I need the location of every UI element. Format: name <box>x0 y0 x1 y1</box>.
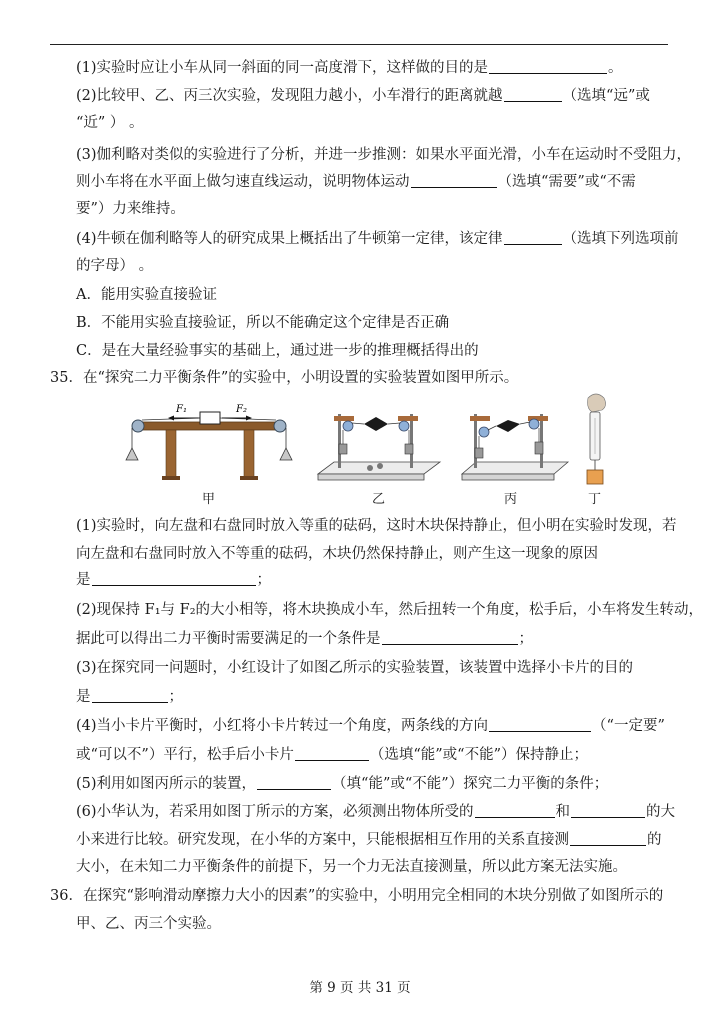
answer-blank[interactable] <box>295 746 369 761</box>
q35-part3: (3)在探究同一问题时，小红设计了如图乙所示的实验装置，该装置中选择小卡片的目的 <box>76 660 634 676</box>
q34-part3-cont <box>76 172 636 192</box>
text: (4)当小卡片平衡时，小红将小卡片转过一个角度，两条线的方向 <box>76 718 489 734</box>
answer-blank[interactable] <box>489 717 591 732</box>
answer-blank[interactable] <box>570 831 646 846</box>
q34-part1 <box>76 58 623 78</box>
option-c[interactable]: C．是在大量经验事实的基础上，通过进一步的推理概括得出的 <box>76 343 479 359</box>
text: （填“能”或“不能”）探究二力平衡的条件； <box>332 776 609 792</box>
q35-part1: (1)实验时，向左盘和右盘同时放入等重的砝码，这时木块保持静止，但小明在实验时发现，若 <box>76 518 677 534</box>
answer-blank[interactable] <box>475 803 555 818</box>
text: ； <box>256 572 271 588</box>
option-b[interactable]: B．不能用实验直接验证，所以不能确定这个定律是否正确 <box>76 315 450 331</box>
figure-yi <box>318 414 440 480</box>
answer-blank[interactable] <box>411 173 497 188</box>
answer-blank[interactable] <box>92 688 168 703</box>
figure-bing <box>462 414 568 480</box>
apparatus-figures <box>122 392 612 510</box>
q35-part2: (2)现保持 F₁与 F₂的大小相等，将木块换成小车，然后扭转一个角度，松手后，小车将发生转动， <box>76 602 704 618</box>
answer-blank[interactable] <box>504 87 562 102</box>
force-label-f2: F₂ <box>236 404 247 415</box>
q35-part6-cont <box>76 830 662 850</box>
q34-part3-end: 要”）力来维持。 <box>76 201 185 217</box>
figure-label-ding: 丁 <box>588 492 602 507</box>
answer-blank[interactable] <box>257 775 331 790</box>
q36-stem-cont: 甲、乙、丙三个实验。 <box>76 916 221 932</box>
q34-part2 <box>76 86 650 106</box>
answer-blank[interactable] <box>382 630 518 645</box>
q34-part3: (3)伽利略对类似的实验进行了分析，并进一步推测：如果水平面光滑，小车在运动时不受阻力， <box>76 147 692 163</box>
figure-jia <box>126 404 292 480</box>
text: 是 <box>76 572 91 588</box>
answer-blank[interactable] <box>489 59 607 74</box>
text: （选填“远”或 <box>562 88 650 104</box>
figure-label-yi: 乙 <box>372 492 386 507</box>
answer-blank[interactable] <box>504 230 562 245</box>
text: ； <box>518 631 533 647</box>
q35-part6-end: 大小，在未知二力平衡条件的前提下，另一个力无法直接测量，所以此方案无法实施。 <box>76 859 627 875</box>
q35-part4 <box>76 716 665 736</box>
text: (5)利用如图丙所示的装置， <box>76 776 257 792</box>
text: 的大 <box>646 804 676 820</box>
text: 的 <box>647 832 662 848</box>
page-footer: 第 9 页 共 31 页 <box>309 980 411 996</box>
answer-blank[interactable] <box>571 803 645 818</box>
text: 小来进行比较。研究发现，在小华的方案中，只能根据相互作用的关系直接测 <box>76 832 569 848</box>
text: （“一定要” <box>592 718 665 734</box>
text: 。 <box>608 60 623 76</box>
apparatus-drawings <box>122 392 612 510</box>
q36-stem: 36．在探究“影响滑动摩擦力大小的因素”的实验中，小明用完全相同的木块分别做了如图所示的 <box>50 888 664 904</box>
text: （选填“能”或“不能”）保持静止； <box>369 747 588 763</box>
q35-part4-cont <box>76 745 588 765</box>
q35-part2-cont <box>76 629 533 649</box>
header-rule <box>50 44 668 45</box>
text: 则小车将在水平面上做匀速直线运动，说明物体运动 <box>76 174 410 190</box>
text: 和 <box>555 804 571 820</box>
text: (2)比较甲、乙、丙三次实验，发现阻力越小，小车滑行的距离就越 <box>76 88 503 104</box>
figure-ding <box>587 394 606 484</box>
q35-part6 <box>76 802 675 822</box>
figure-label-jia: 甲 <box>202 492 216 507</box>
option-a[interactable]: A．能用实验直接验证 <box>76 287 217 303</box>
q34-part4 <box>76 229 679 249</box>
text: 据此可以得出二力平衡时需要满足的一个条件是 <box>76 631 381 647</box>
q35-part1-end <box>76 570 271 590</box>
text: (4)牛顿在伽利略等人的研究成果上概括出了牛顿第一定律，该定律 <box>76 231 503 247</box>
q34-part2-cont: “近” ） 。 <box>76 115 144 131</box>
text: （选填下列选项前 <box>562 231 679 247</box>
q35-part1-cont: 向左盘和右盘同时放入不等重的砝码，木块仍然保持静止，则产生这一现象的原因 <box>76 546 598 562</box>
q35-intro: 35．在“探究二力平衡条件”的实验中，小明设置的实验装置如图甲所示。 <box>50 370 519 386</box>
text: （选填“需要”或“不需 <box>497 174 636 190</box>
q35-part3-cont <box>76 687 183 707</box>
text: (1)实验时应让小车从同一斜面的同一高度滑下，这样做的目的是 <box>76 60 489 76</box>
force-label-f1: F₁ <box>176 404 187 415</box>
text: 或“可以不”）平行，松手后小卡片 <box>76 747 294 763</box>
answer-blank[interactable] <box>92 571 256 586</box>
text: 是 <box>76 689 91 705</box>
figure-label-bing: 丙 <box>504 492 518 507</box>
text: ； <box>168 689 183 705</box>
q34-part4-cont: 的字母） 。 <box>76 258 154 274</box>
text: (6)小华认为，若采用如图丁所示的方案，必须测出物体所受的 <box>76 804 474 820</box>
q35-part5 <box>76 774 608 794</box>
